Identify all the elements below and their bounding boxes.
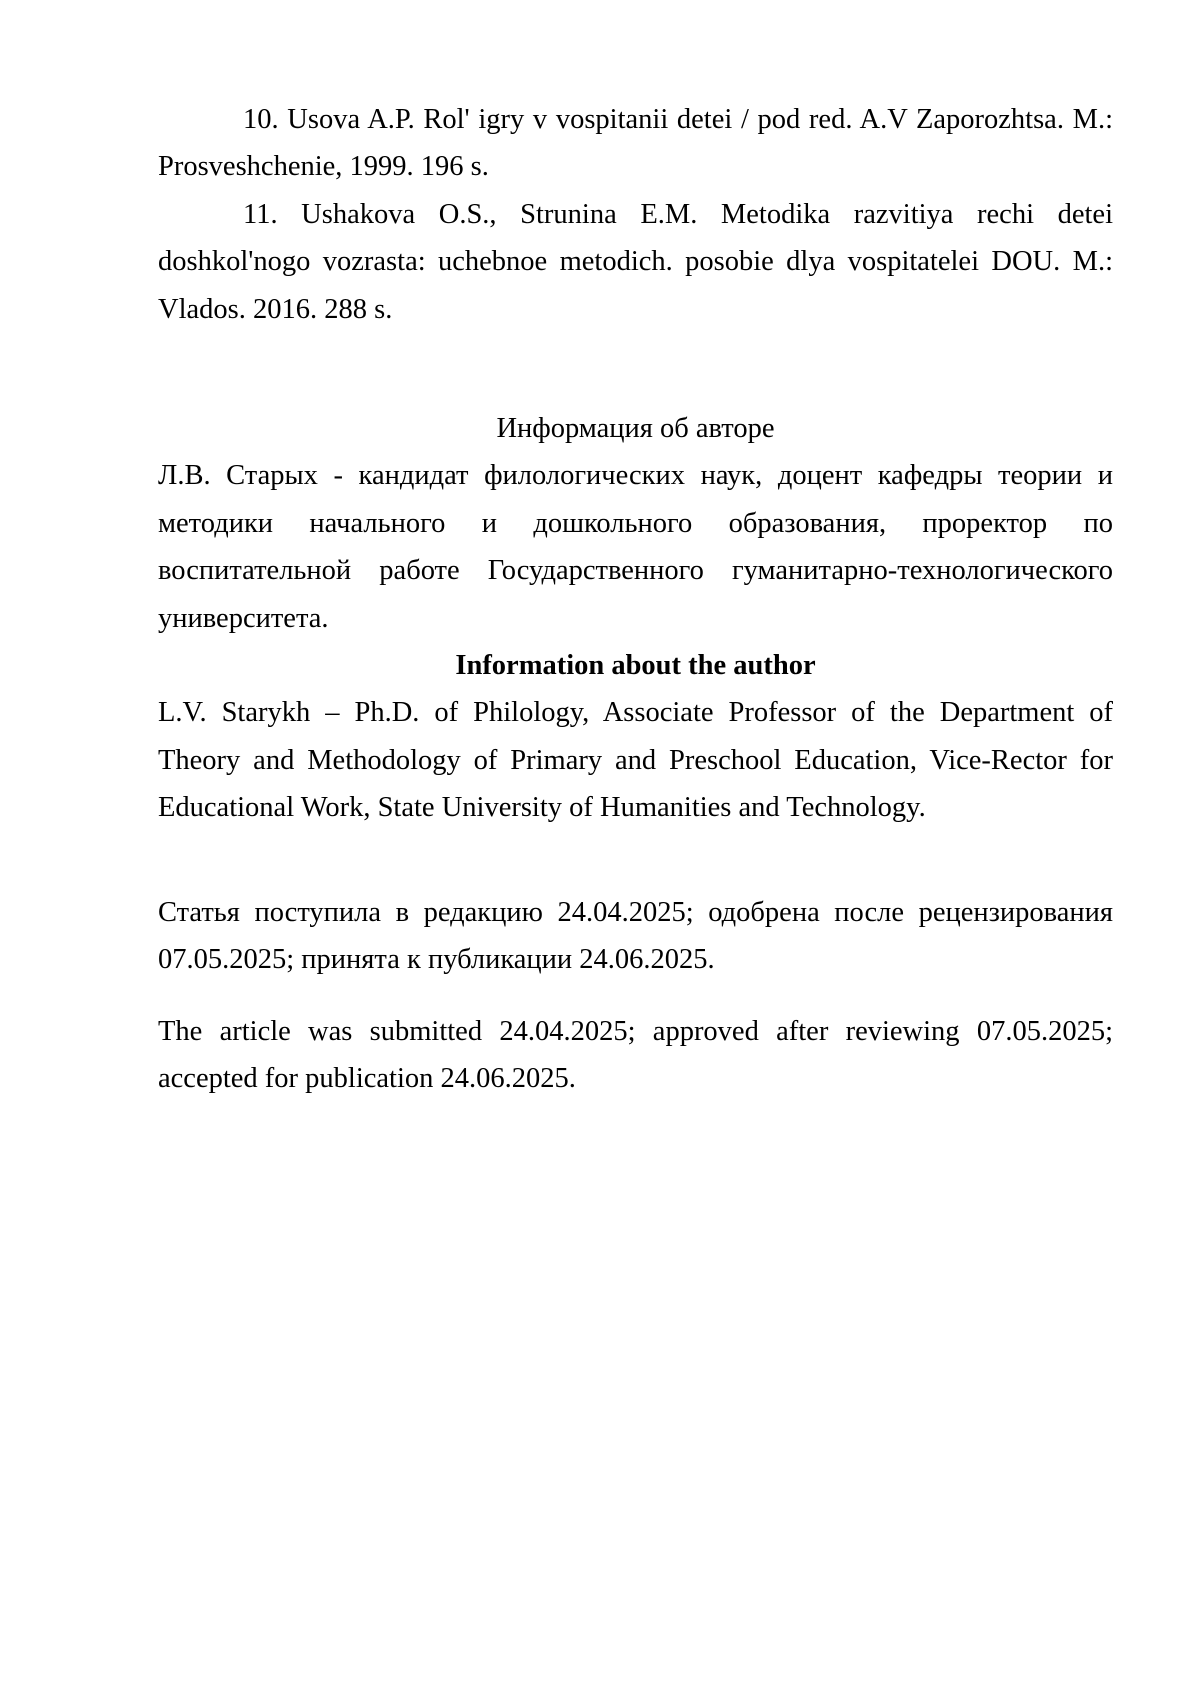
submission-dates-ru: Статья поступила в редакцию 24.04.2025; одобрена после рецензирования 07.05.2025; принята к публикации 24.06.2025.	[158, 896, 1113, 976]
author-info-heading-ru: Информация об авторе	[496, 413, 775, 445]
reference-item-11: 11. Ushakova O.S., Strunina E.M. Metodika razvitiya rechi detei doshkol'nogo vozrasta: uchebnoe metodich. posobie dlya vospitatelei DOU. M.: Vlados. 2016. 288 s.	[158, 198, 1113, 325]
author-info-body-ru: Л.В. Старых - кандидат филологических наук, доцент кафедры теории и методики начального и дошкольного образования, проректор по воспитательной работе Государственного гуманитарно-технологического университета.	[158, 460, 1113, 634]
submission-dates-en: The article was submitted 24.04.2025; approved after reviewing 07.05.2025; accepted for publication 24.06.2025.	[158, 1015, 1113, 1094]
page-content	[158, 96, 1113, 1102]
author-info-heading-en: Information about the author	[455, 650, 816, 682]
author-info-body-en: L.V. Starykh – Ph.D. of Philology, Associate Professor of the Department of Theory and Methodology of Primary and Preschool Education, Vice-Rector for Educational Work, State University of Humanities and Technology.	[158, 697, 1113, 824]
reference-item-10: 10. Usova A.P. Rol' igry v vospitanii detei / pod red. A.V Zaporozhtsa. M.: Prosveshchenie, 1999. 196 s.	[158, 104, 1113, 183]
